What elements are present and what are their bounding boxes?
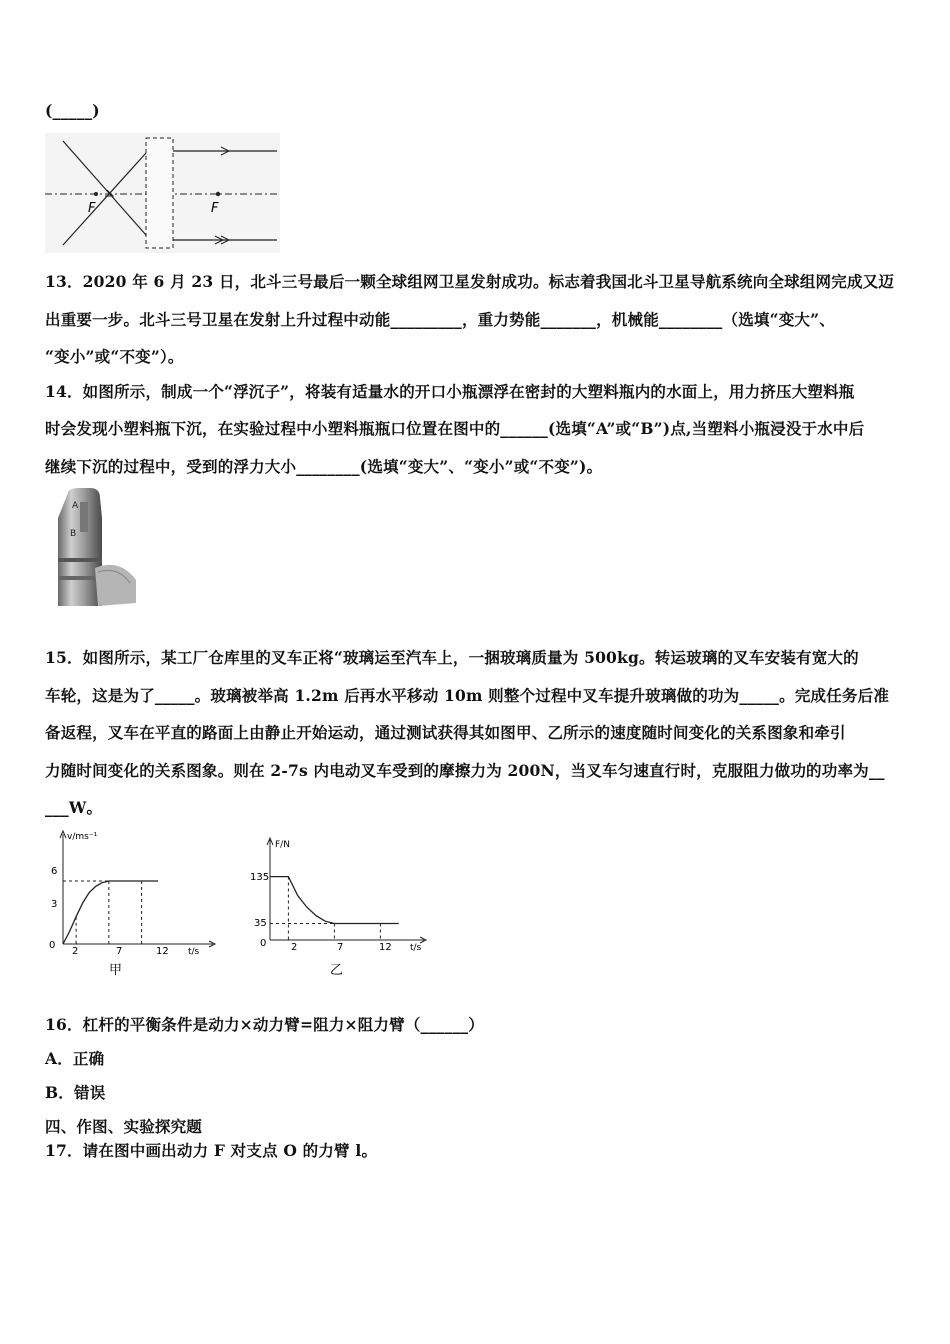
q15-line-5: ___W。 xyxy=(45,798,103,817)
q16-stem: 16．杠杆的平衡条件是动力×动力臂=阻力×阻力臂（______） xyxy=(45,1015,484,1034)
chart1-title: 乙 xyxy=(330,963,344,978)
chart1-xtick-2: 2 xyxy=(291,942,298,953)
chart1-axes xyxy=(267,838,426,943)
chart0-axes xyxy=(60,831,215,947)
q13-line-1: 13．2020 年 6 月 23 日，北斗三号最后一颗全球组网卫星发射成功。标志着我国北斗卫星导航系统向全球组网完成又迈 xyxy=(45,272,895,291)
section-heading: 四、作图、实验探究题 xyxy=(45,1117,203,1136)
q12-answer-blank: (_____) xyxy=(45,101,100,120)
chart1-xlabel: t/s xyxy=(410,943,422,953)
chart0-xtick-2: 2 xyxy=(72,946,79,957)
cartesian-diver-photo xyxy=(50,488,138,608)
chart1-xtick-12: 12 xyxy=(379,942,392,953)
chart0-xtick-7: 7 xyxy=(116,946,123,957)
q16-option-a: A．正确 xyxy=(45,1049,105,1068)
chart0-xtick-0: 0 xyxy=(49,940,56,951)
q14-line-1: 14．如图所示，制成一个“浮沉子”，将装有适量水的开口小瓶漂浮在密封的大塑料瓶内的水面上，用力挤压大塑料瓶 xyxy=(45,382,855,401)
chart0-xtick-12: 12 xyxy=(156,946,169,957)
q15-line-1: 15．如图所示，某工厂仓库里的叉车正将“玻璃运至汽车上，一捆玻璃质量为 500kg。转运玻璃的叉车安装有宽大的 xyxy=(45,648,859,667)
diver-point-b-label: B xyxy=(70,529,77,539)
lens-ray-diagram xyxy=(45,133,280,253)
chart0-ylabel: v/ms⁻¹ xyxy=(67,832,98,842)
q15-line-4: 力随时间变化的关系图象。则在 2-7s 内电动叉车受到的摩擦力为 200N，当叉车匀速直行时，克服阻力做功的功率为__ xyxy=(45,761,885,780)
velocity-time-chart xyxy=(45,826,220,981)
chart1-xtick-7: 7 xyxy=(337,942,344,953)
chart0-velocity-curve xyxy=(63,881,158,944)
q17-stem: 17．请在图中画出动力 F 对支点 O 的力臂 l。 xyxy=(45,1141,378,1160)
q15-line-3: 备返程，叉车在平直的路面上由静止开始运动，通过测试获得其如图甲、乙所示的速度随时间变化的关系图象和牵引 xyxy=(45,723,846,742)
chart0-xlabel: t/s xyxy=(188,947,200,957)
q13-line-2: 出重要一步。北斗三号卫星在发射上升过程中动能_________，重力势能_______，机械能________（选填“变大”、 xyxy=(45,310,835,329)
diver-point-a-label: A xyxy=(72,501,79,511)
chart1-ytick-35: 35 xyxy=(254,918,267,929)
q14-line-2: 时会发现小塑料瓶下沉，在实验过程中小塑料瓶瓶口位置在图中的______(选填“A”或“B”)点,当塑料小瓶浸没于水中后 xyxy=(45,419,865,438)
focal-point-label-left: F xyxy=(88,201,96,216)
focal-point-label-right: F xyxy=(211,201,219,216)
chart1-xtick-0: 0 xyxy=(260,938,267,949)
chart0-title: 甲 xyxy=(109,963,123,978)
q14-line-3: 继续下沉的过程中，受到的浮力大小________(选填“变大”、“变小”或“不变”)。 xyxy=(45,457,603,476)
chart0-ytick-3: 3 xyxy=(51,899,58,910)
chart1-force-curve xyxy=(270,877,399,924)
chart1-ytick-135: 135 xyxy=(250,872,270,883)
chart0-ytick-6: 6 xyxy=(51,866,58,877)
q16-option-b: B．错误 xyxy=(45,1083,106,1102)
q15-line-2: 车轮，这是为了_____。玻璃被举高 1.2m 后再水平移动 10m 则整个过程中叉车提升玻璃做的功为_____。完成任务后准 xyxy=(45,686,890,705)
chart1-ylabel: F/N xyxy=(275,840,290,850)
force-time-chart xyxy=(248,836,433,981)
q13-line-3: “变小”或“不变”）。 xyxy=(45,347,184,366)
